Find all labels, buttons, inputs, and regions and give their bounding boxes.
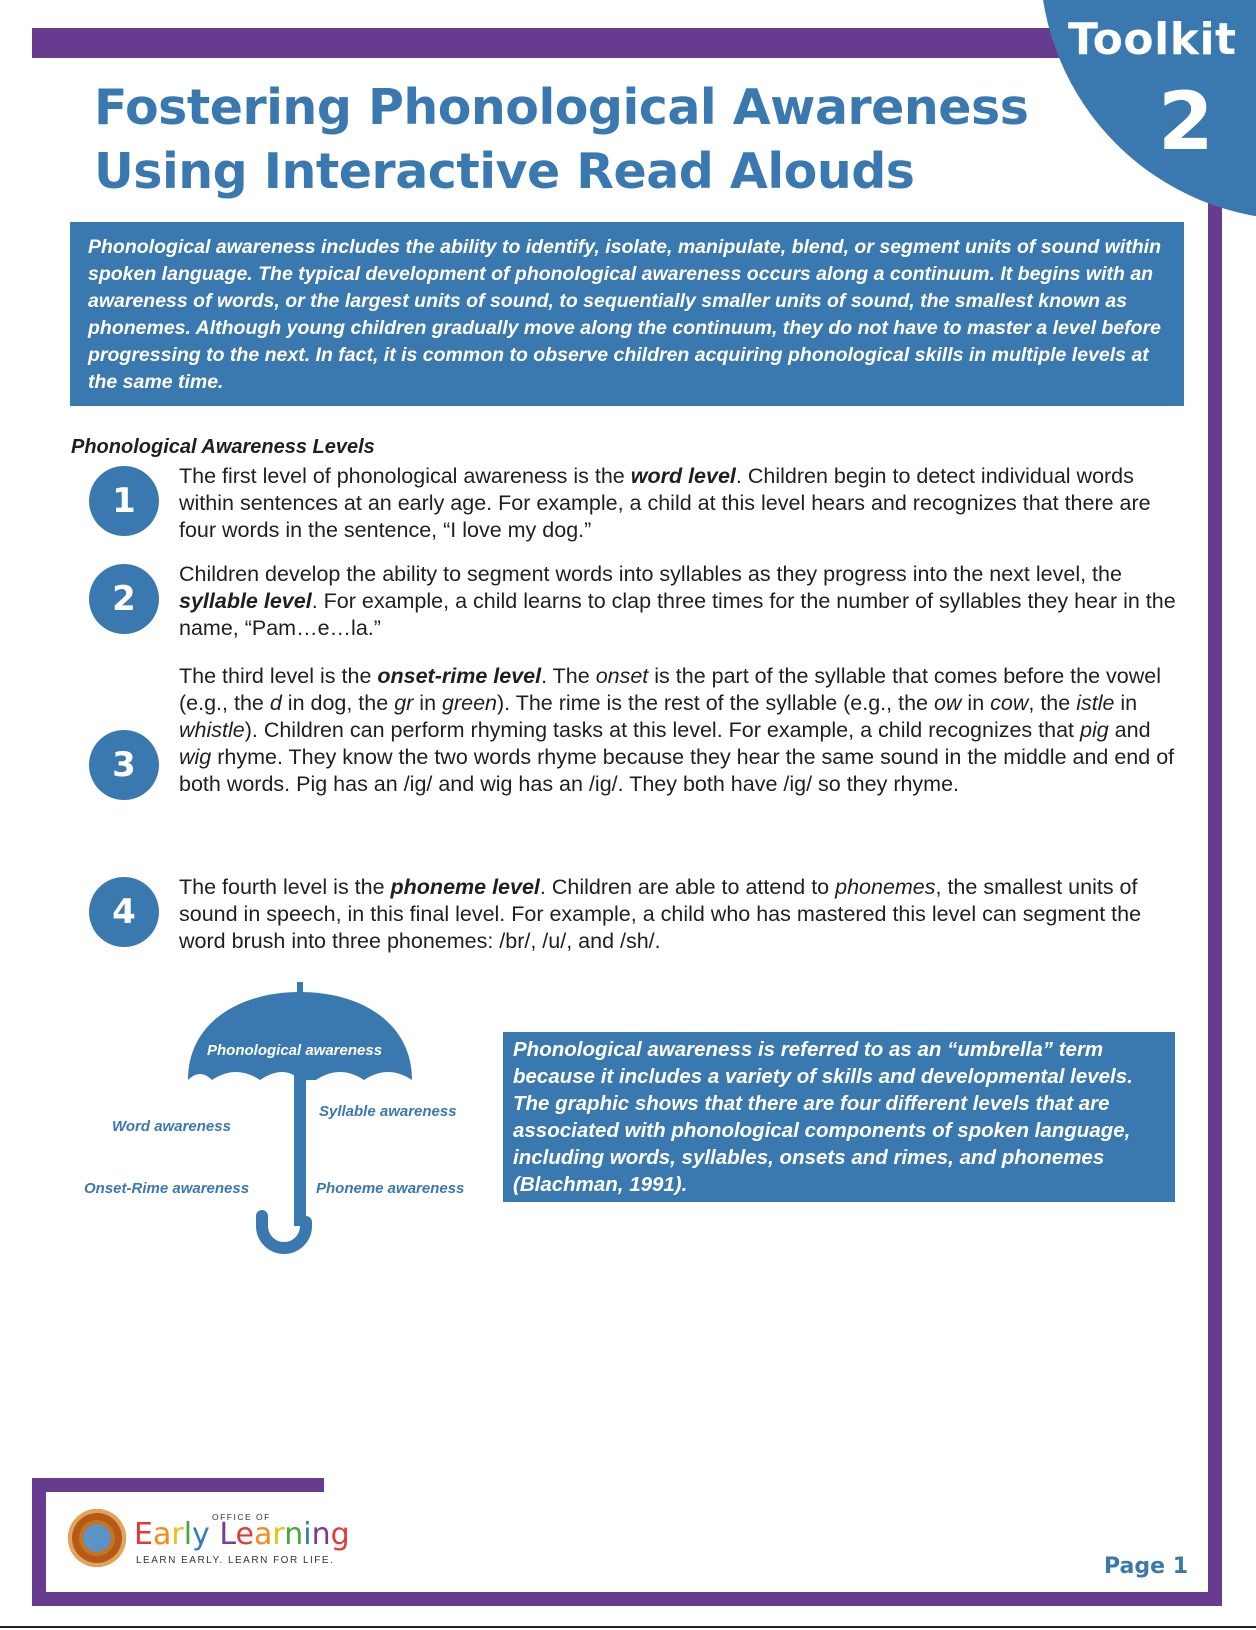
- umbrella-label-phonological: Phonological awareness: [207, 1042, 383, 1059]
- logo-letter: n: [311, 1517, 331, 1552]
- page-bottom-rule: [0, 1626, 1256, 1628]
- level-4-text: The fourth level is the phoneme level. Children are able to attend to phonemes, the smallest units of sound in speech, in this final level. For example, a child who has mastered this level can segment the word brush into three phonemes: /br/, /u/, and /sh/.: [179, 875, 1142, 953]
- umbrella-label-syllable: Syllable awareness: [319, 1103, 457, 1120]
- logo-letter: [210, 1517, 220, 1552]
- logo-letter: a: [254, 1517, 273, 1552]
- umbrella-canopy: [188, 992, 412, 1080]
- top-accent-bar: [32, 28, 1062, 58]
- office-of-early-learning-logo: [68, 1506, 368, 1570]
- intro-callout: Phonological awareness includes the ability to identify, isolate, manipulate, blend, or segment units of sound within spoken language. The typical development of phonological awareness occurs along a continuum. It begins with an awareness of words, or the largest units of sound, to sequentially smaller units of sound, the smallest known as phonemes. Although young children gradually move along the continuum, they do not have to master a level before progressing to the next. In fact, it is common to observe children acquiring phonological skills in multiple levels at the same time.: [70, 222, 1184, 406]
- page-number: Page 1: [1104, 1554, 1189, 1579]
- logo-letter: r: [272, 1517, 285, 1552]
- toolkit-label: Toolkit: [1068, 14, 1237, 65]
- logo-letter: E: [134, 1517, 153, 1552]
- level-1-text: The first level of phonological awareness is the word level. Children begin to detect individual words within sentences at an early age. For example, a child at this level hears and recognizes that there are four words in the sentence, “I love my dog.”: [179, 464, 1151, 542]
- footer-top-bar: [32, 1478, 324, 1492]
- level-4-number-circle: 4: [89, 877, 159, 947]
- logo-letter: L: [219, 1517, 236, 1552]
- logo-office-of: OFFICE OF: [212, 1512, 271, 1522]
- page-title: [94, 76, 1054, 204]
- logo-letter: l: [183, 1517, 193, 1552]
- logo-letter: r: [171, 1517, 184, 1552]
- umbrella-shaft: [294, 1074, 306, 1226]
- logo-letter: g: [330, 1517, 350, 1552]
- logo-letter: e: [235, 1517, 255, 1552]
- logo-letter: a: [152, 1517, 172, 1552]
- umbrella-label-onset-rime: Onset-Rime awareness: [84, 1180, 250, 1197]
- umbrella-label-phoneme: Phoneme awareness: [316, 1180, 465, 1197]
- logo-letter: y: [192, 1517, 210, 1552]
- umbrella-callout: Phonological awareness is referred to as an “umbrella” term because it includes a variety of skills and developmental levels. The graphic shows that there are four different levels that are associated with phonological components of spoken language, including words, syllables, onsets and rimes, and phonemes (Blachman, 1991).: [503, 1032, 1175, 1202]
- level-2-number-circle: 2: [89, 564, 159, 634]
- level-2-text: Children develop the ability to segment words into syllables as they progress into the next level, the syllable level. For example, a child learns to clap three times for the number of syllables they hear in the name, “Pam…e…la.”: [179, 562, 1176, 640]
- title-line-2: Using Interactive Read Alouds: [94, 143, 915, 200]
- logo-letter: n: [284, 1517, 304, 1552]
- level-3-text: The third level is the onset-rime level. The onset is the part of the syllable that comes before the vowel (e.g., the d in dog, the gr in green). The rime is the rest of the syllable (e.g., the ow in cow, the istle in whistle). Children can perform rhyming tasks at this level. For example, a child recognizes that pig and wig rhyme. They know the two words rhyme because they hear the same sound in the middle and end of both words. Pig has an /ig/ and wig has an /ig/. They both have /ig/ so they rhyme.: [179, 664, 1175, 796]
- toolkit-number: 2: [1158, 75, 1214, 168]
- title-line-1: Fostering Phonological Awareness: [94, 79, 1029, 136]
- state-seal-icon: [68, 1509, 126, 1567]
- logo-letter: i: [303, 1517, 312, 1552]
- level-1-number-circle: 1: [89, 466, 159, 536]
- level-3-number-circle: 3: [89, 730, 159, 800]
- umbrella-label-word: Word awareness: [112, 1118, 231, 1135]
- logo-tagline: LEARN EARLY. LEARN FOR LIFE.: [136, 1555, 335, 1566]
- levels-heading: Phonological Awareness Levels: [71, 436, 375, 458]
- right-accent-bar: [1208, 190, 1222, 1606]
